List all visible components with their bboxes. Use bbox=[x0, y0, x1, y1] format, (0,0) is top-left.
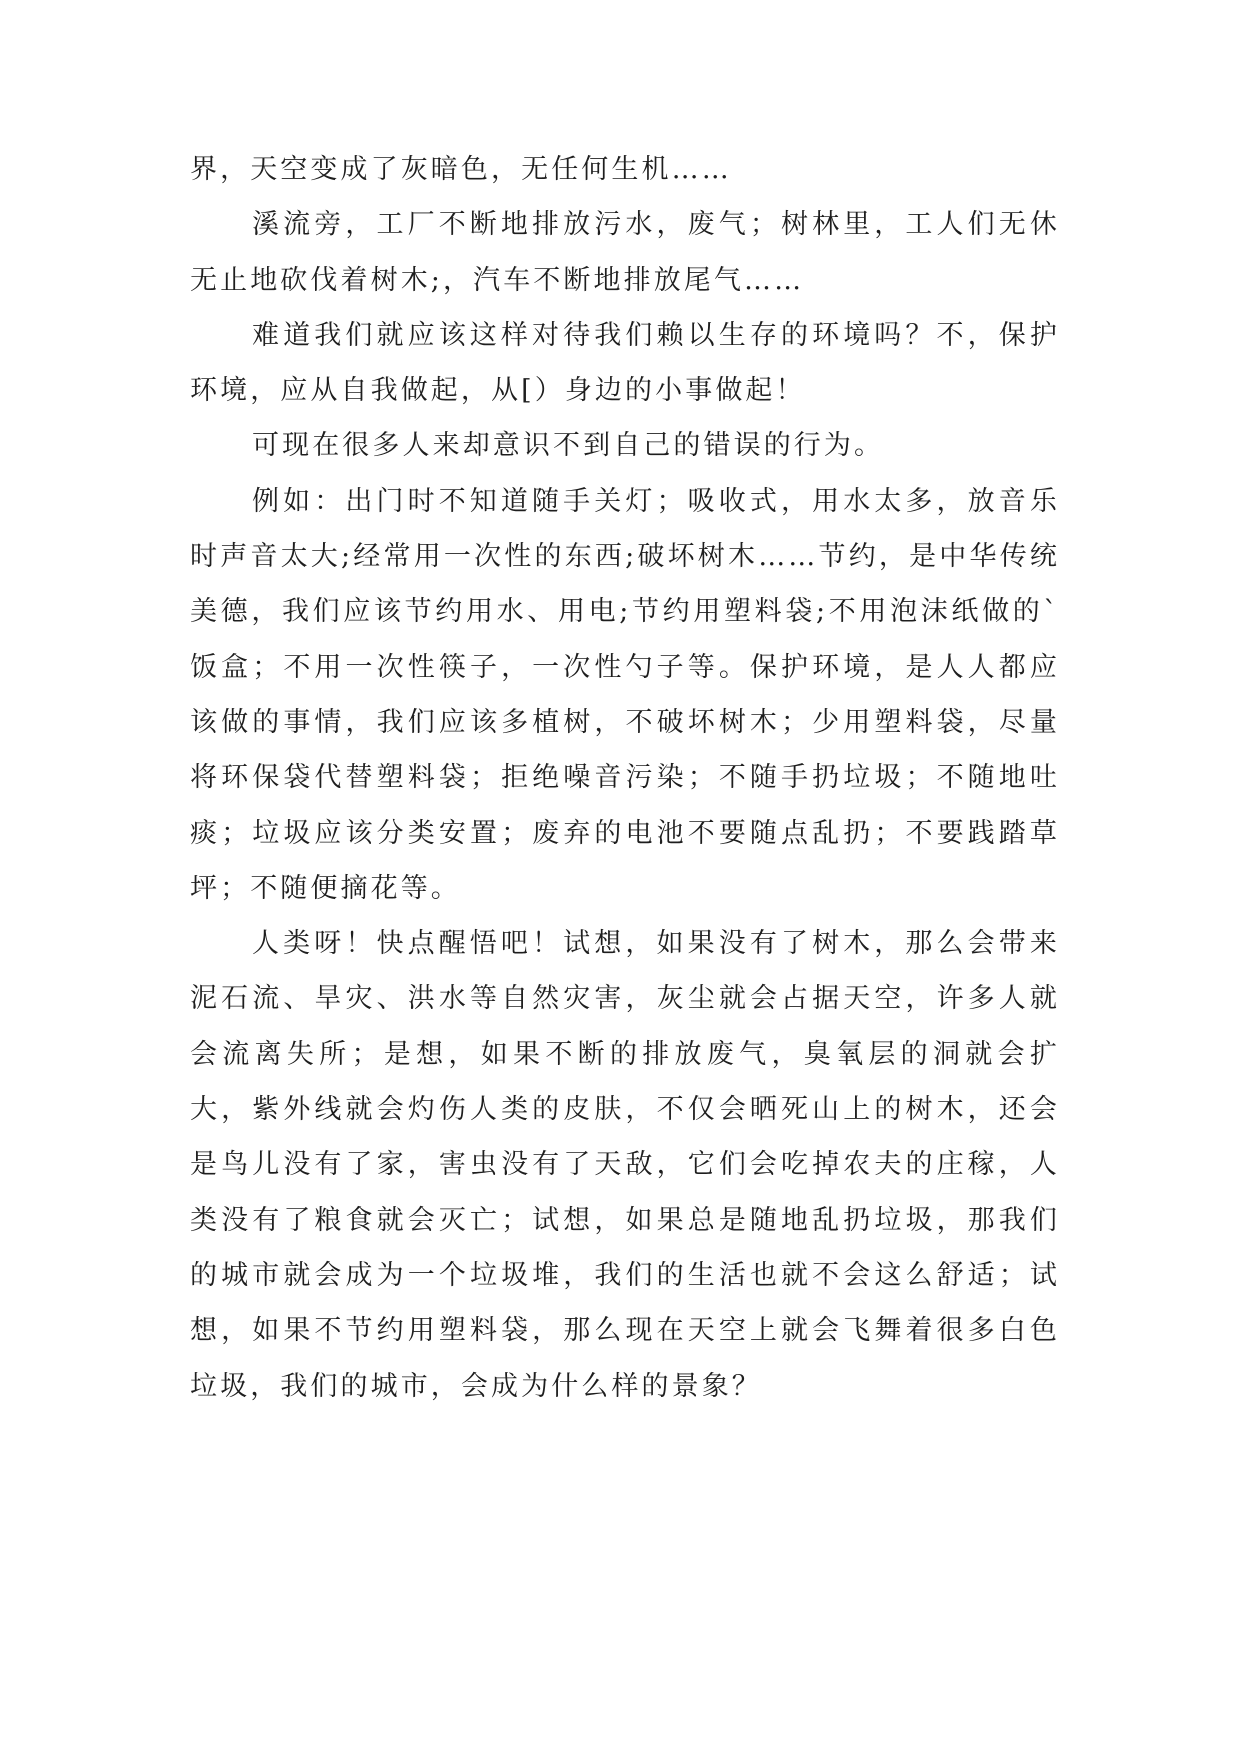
paragraph-6: 人类呀！快点醒悟吧！试想，如果没有了树木，那么会带来泥石流、旱灾、洪水等自然灾害，灰尘就会占据天空，许多人就会流离失所；是想，如果不断的排放废气，臭氧层的洞就会扩大，紫外线就会灼伤人类的皮肤，不仅会晒死山上的树木，还会是鸟儿没有了家，害虫没有了天敌，它们会吃掉农夫的庄稼，人类没有了粮食就会灭亡；试想，如果总是随地乱扔垃圾，那我们的城市就会成为一个垃圾堆，我们的生活也就不会这么舒适；试想，如果不节约用塑料袋，那么现在天空上就会飞舞着很多白色垃圾，我们的城市，会成为什么样的景象？ bbox=[190, 928, 1060, 1402]
paragraph-2: 溪流旁，工厂不断地排放污水，废气；树林里，工人们无休无止地砍伐着树木;，汽车不断地排放尾气…… bbox=[190, 209, 1060, 296]
paragraph-3: 难道我们就应该这样对待我们赖以生存的环境吗？不，保护环境，应从自我做起，从[）身边的小事做起！ bbox=[190, 319, 1060, 407]
paragraph-1: 界，天空变成了灰暗色，无任何生机…… bbox=[190, 154, 732, 185]
paragraph-4: 可现在很多人来却意识不到自己的错误的行为。 bbox=[252, 430, 885, 462]
paragraph-5: 例如：出门时不知道随手关灯；吸收式，用水太多，放音乐时声音太大;经常用一次性的东西;破坏树木……节约，是中华传统美德，我们应该节约用水、用电;节约用塑料袋;不用泡沫纸做的`饭盒；不用一次性筷子，一次性勺子等。保护环境，是人人都应该做的事情，我们应该多植树，不破坏树木；少用塑料袋，尽量将环保袋代替塑料袋；拒绝噪音污染；不随手扔垃圾；不随地吐痰；垃圾应该分类安置；废弃的电池不要随点乱扔；不要践踏草坪；不随便摘花等。 bbox=[190, 485, 1060, 904]
document-body bbox=[190, 142, 1060, 1414]
